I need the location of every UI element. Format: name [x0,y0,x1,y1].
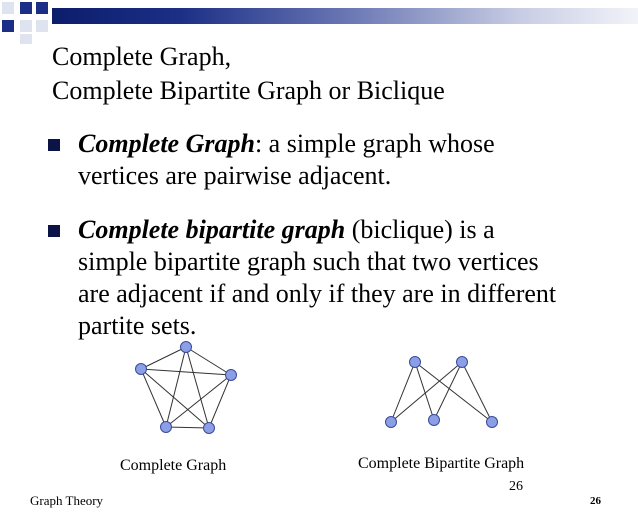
bipartite-graph-vertices [386,357,498,428]
graph-vertex [226,370,237,381]
complete-graph-vertices [136,342,237,434]
page-number: 26 [590,495,601,507]
slide-title-line-1: Complete Graph, [52,42,232,71]
footer-text: Graph Theory [30,493,104,508]
slide-title-line-2: Complete Bipartite Graph or Biclique [52,76,445,105]
graph-vertex [429,415,440,426]
bullet-definition: : a simple graph whose vertices are pairwise adjacent. [78,129,495,190]
graph-vertex [410,357,421,368]
bullet-term: Complete bipartite graph [78,215,346,244]
slide-number: 26 [509,479,523,494]
complete-bipartite-graph-k23 [391,362,492,422]
bullet-term: Complete Graph [78,129,255,158]
bullet-definition: (biclique) is a simple bipartite graph such that two vertices are adjacent if and only if they are in different partite sets. [78,215,557,340]
graph-vertex [457,357,468,368]
graph-vertex [204,423,215,434]
graph-vertex [161,422,172,433]
graph-vertex [386,417,397,428]
graph-vertex [181,342,192,353]
complete-graph-k5 [141,347,231,428]
graph-vertex [487,417,498,428]
graph-vertex [136,364,147,375]
bipartite-graph-caption: Complete Bipartite Graph [358,455,525,472]
complete-graph-caption: Complete Graph [120,457,227,474]
